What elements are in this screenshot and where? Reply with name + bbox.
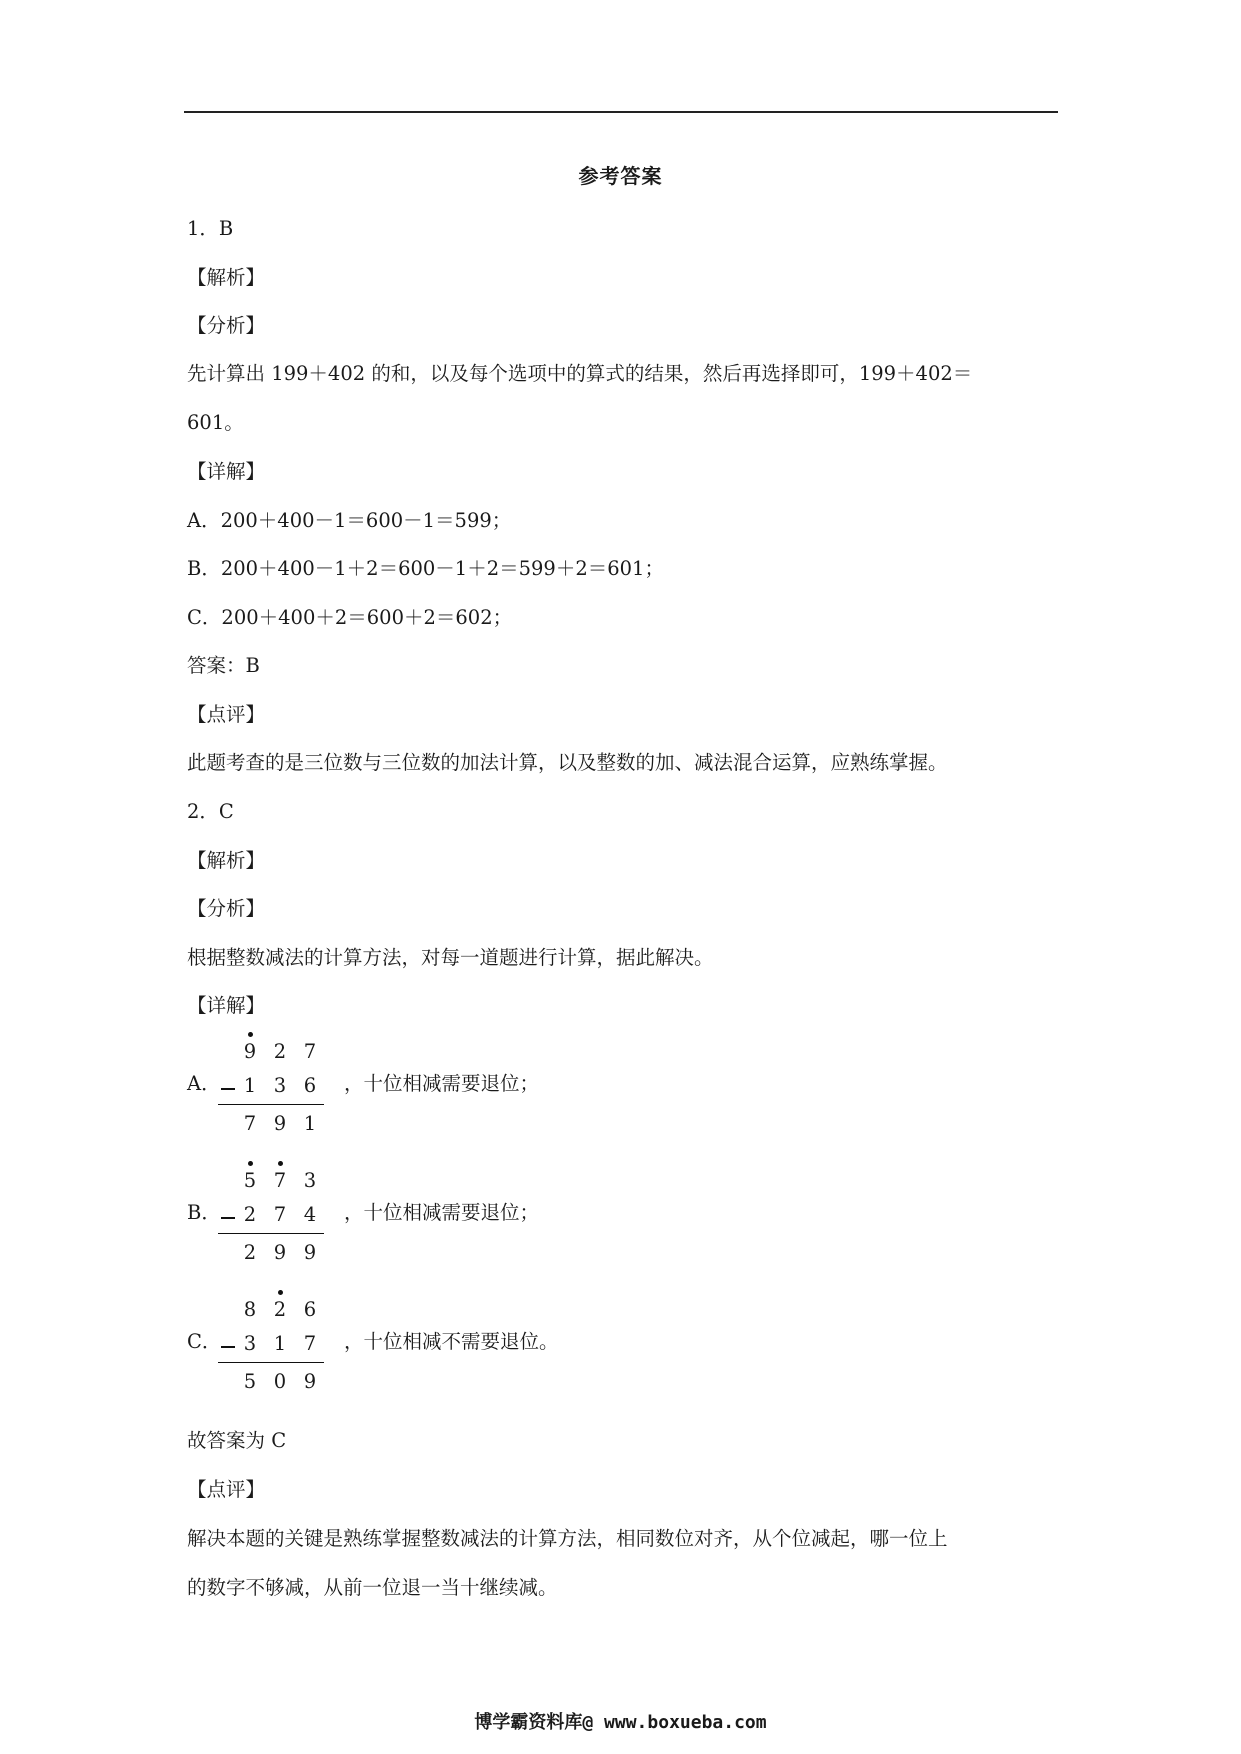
minuend-digit: 8: [243, 1298, 257, 1321]
result-digit: 1: [303, 1112, 317, 1135]
borrow-dot: [248, 1161, 253, 1166]
result-digit: 9: [303, 1241, 317, 1264]
subtrahend-digit: 3: [273, 1074, 287, 1097]
q2-dianping-text-2: 的数字不够减，从前一位退一当十继续减。: [187, 1576, 558, 1599]
subtrahend-digit: 3: [243, 1332, 257, 1355]
q2-fenxi-heading: 【分析】: [187, 897, 266, 920]
borrow-dot: [278, 1161, 283, 1166]
q1-dianping-text: 此题考查的是三位数与三位数的加法计算，以及整数的加、减法混合运算，应熟练掌握。: [187, 751, 948, 774]
subtrahend-digit: 4: [303, 1203, 317, 1226]
subtrahend-digit: 2: [243, 1203, 257, 1226]
result-digit: 5: [243, 1370, 257, 1393]
subtrahend-digit: 7: [273, 1203, 287, 1226]
result-digit: 9: [303, 1370, 317, 1393]
result-rule: [218, 1233, 324, 1234]
result-digit: 7: [243, 1112, 257, 1135]
q1-daan: 答案：B: [187, 654, 260, 677]
minuend-digit: 7: [303, 1040, 317, 1063]
q2-jiexi-heading: 【解析】: [187, 849, 266, 872]
borrow-dot: [248, 1032, 253, 1037]
q1-option-a: A．200＋400－1＝600－1＝599；: [187, 509, 512, 532]
minuend-digit: 7: [273, 1169, 287, 1192]
result-digit: 9: [273, 1241, 287, 1264]
minuend-digit: 3: [303, 1169, 317, 1192]
minuend-digit: 5: [243, 1169, 257, 1192]
page-title: 参考答案: [578, 164, 663, 188]
q1-xiangjie-heading: 【详解】: [187, 460, 266, 483]
q1-answer: 1．B: [187, 217, 234, 240]
q1-jiexi-heading: 【解析】: [187, 266, 266, 289]
minuend-digit: 9: [243, 1040, 257, 1063]
calc-note: ，十位相减不需要退位。: [344, 1330, 559, 1353]
q1-fenxi-text-2: 601。: [187, 411, 244, 434]
calc-label: B．: [187, 1201, 221, 1224]
q1-option-c: C．200＋400＋2＝600＋2＝602；: [187, 606, 513, 629]
subtrahend-digit: 1: [273, 1332, 287, 1355]
minuend-digit: 6: [303, 1298, 317, 1321]
minuend-digit: 2: [273, 1040, 287, 1063]
header-rule: [184, 111, 1058, 113]
result-digit: 9: [273, 1112, 287, 1135]
calc-label: C．: [187, 1330, 222, 1353]
q2-answer: 2．C: [187, 800, 234, 823]
subtrahend-digit: 6: [303, 1074, 317, 1097]
calc-note: ，十位相减需要退位；: [344, 1072, 540, 1095]
result-digit: 0: [273, 1370, 287, 1393]
footer-watermark: 博学霸资料库@ www.boxueba.com: [474, 1712, 767, 1733]
minus-sign: [221, 1088, 235, 1090]
result-digit: 2: [243, 1241, 257, 1264]
q2-dianping-text-1: 解决本题的关键是熟练掌握整数减法的计算方法，相同数位对齐，从个位减起，哪一位上: [187, 1527, 948, 1550]
result-rule: [218, 1104, 324, 1105]
minus-sign: [221, 1217, 235, 1219]
q1-fenxi-text-1: 先计算出 199＋402 的和，以及每个选项中的算式的结果，然后再选择即可，199＋402＝: [187, 362, 973, 385]
q2-dianping-heading: 【点评】: [187, 1478, 266, 1501]
subtrahend-digit: 7: [303, 1332, 317, 1355]
minus-sign: [221, 1346, 235, 1348]
q2-conclusion: 故答案为 C: [187, 1429, 287, 1452]
subtrahend-digit: 1: [243, 1074, 257, 1097]
q2-fenxi-text: 根据整数减法的计算方法，对每一道题进行计算，据此解决。: [187, 946, 714, 969]
calc-note: ，十位相减需要退位；: [344, 1201, 540, 1224]
q1-option-b: B．200＋400－1＋2＝600－1＋2＝599＋2＝601；: [187, 557, 664, 580]
borrow-dot: [278, 1290, 283, 1295]
minuend-digit: 2: [273, 1298, 287, 1321]
q1-dianping-heading: 【点评】: [187, 703, 266, 726]
q2-xiangjie-heading: 【详解】: [187, 994, 266, 1017]
calc-label: A．: [187, 1072, 221, 1095]
q1-fenxi-heading: 【分析】: [187, 314, 266, 337]
result-rule: [218, 1362, 324, 1363]
